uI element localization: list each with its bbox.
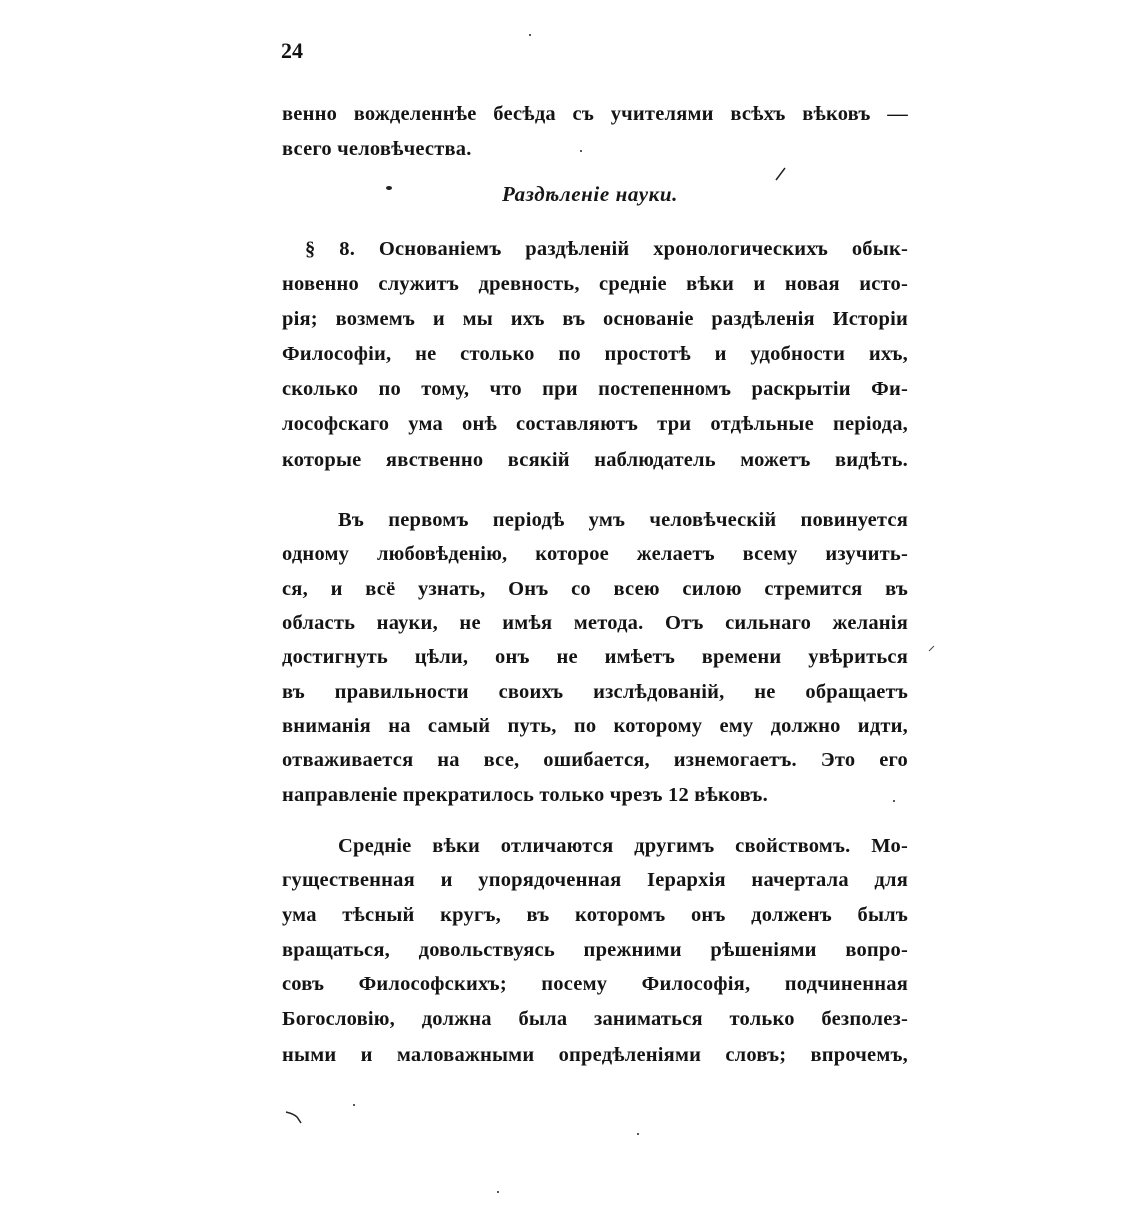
- scan-speck: [497, 1191, 499, 1193]
- text-line: одному любовѣденію, которое желаетъ всему изучить-: [282, 543, 908, 565]
- text-line: совъ Философскихъ; посему Философія, подчиненная: [282, 973, 908, 995]
- text-line: новенно служитъ древность, средніе вѣки и новая исто-: [282, 273, 908, 295]
- scan-speck: [893, 800, 895, 802]
- text-line: которые явственно всякій наблюдатель можетъ видѣть.: [282, 449, 908, 471]
- text-line: Философіи, не столько по простотѣ и удобности ихъ,: [282, 343, 908, 365]
- text-line: всего человѣчества.: [282, 138, 472, 160]
- scan-speck: [637, 1133, 639, 1135]
- scan-speck: [580, 150, 582, 152]
- scan-speck: [353, 1104, 355, 1106]
- text-line: область науки, не имѣя метода. Отъ сильнаго желанія: [282, 612, 908, 634]
- text-line: венно вожделеннѣе бесѣда съ учителями всѣхъ вѣковъ —: [282, 103, 908, 125]
- text-line: въ правильности своихъ изслѣдованій, не обращаетъ: [282, 681, 908, 703]
- text-line: отваживается на все, ошибается, изнемогаетъ. Это его: [282, 749, 908, 771]
- text-line: Въ первомъ періодѣ умъ человѣческій повинуется: [338, 509, 908, 531]
- scan-mark: [775, 166, 787, 182]
- scan-speck: [386, 186, 392, 190]
- text-line: достигнуть цѣли, онъ не имѣетъ времени увѣриться: [282, 646, 908, 668]
- text-line: Богословію, должна была заниматься только безполез-: [282, 1008, 908, 1030]
- text-line: ся, и всё узнать, Онъ со всею силою стремится въ: [282, 578, 908, 600]
- text-line: вниманія на самый путь, по которому ему должно идти,: [282, 715, 908, 737]
- page-number: 24: [281, 38, 303, 63]
- text-line: гущественная и упорядоченная Іерархія начертала для: [282, 869, 908, 891]
- scan-mark: [284, 1108, 304, 1126]
- text-line: Средніе вѣки отличаются другимъ свойствомъ. Мо-: [338, 835, 908, 857]
- text-line: рія; возмемъ и мы ихъ въ основаніе раздѣленія Исторіи: [282, 308, 908, 330]
- scan-speck: [529, 34, 531, 36]
- text-line: ума тѣсный кругъ, въ которомъ онъ долженъ былъ: [282, 904, 908, 926]
- text-line: лософскаго ума онѣ составляютъ три отдѣльные періода,: [282, 413, 908, 435]
- scan-mark: [928, 645, 936, 653]
- text-line: ными и маловажными опредѣленіями словъ; впрочемъ,: [282, 1044, 908, 1066]
- text-line: § 8. Основаніемъ раздѣленій хронологическихъ обык-: [305, 238, 908, 260]
- text-line: направленіе прекратилось только чрезъ 12 вѣковъ.: [282, 784, 768, 806]
- text-line: сколько по тому, что при постепенномъ раскрытіи Фи-: [282, 378, 908, 400]
- section-heading: Раздѣленіе науки.: [501, 182, 678, 206]
- text-line: вращаться, довольствуясь прежними рѣшеніями вопро-: [282, 939, 908, 961]
